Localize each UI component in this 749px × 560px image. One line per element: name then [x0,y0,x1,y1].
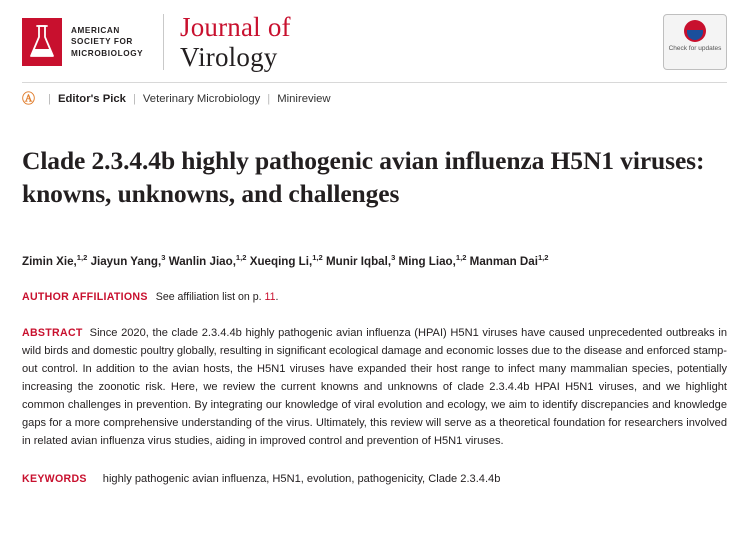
journal-title[interactable] [164,14,291,71]
breadcrumb [0,83,749,105]
open-access-icon: Ⓐ [22,91,36,106]
journal-title-line2: Virology [180,41,278,72]
breadcrumb-separator-2: | [132,92,136,105]
author-item[interactable]: Ming Liao,$^{1,2}$ [398,253,467,269]
breadcrumb-item-editors-pick[interactable]: Editor's Pick [57,92,126,105]
author-item[interactable]: Manman Dai$^{1,2}$ [469,253,549,269]
masthead [0,0,749,82]
keywords-label: KEYWORDS [22,472,87,485]
abstract-text: Since 2020, the clade 2.3.4.4b highly pathogenic avian influenza (HPAI) H5N1 viruses have caused unprecedented outbreaks in wild birds and domestic poultry globally, resulting in significant ecological damage and economic losses due to the disease and enforced stamp-out control. In addition to the avian hosts, the H5N1 viruses have expanded their host range to infect many mammalian species, potentially increasing the zoonotic risk. Here, we review the current knowns and unknowns of clade 2.3.4.4b HPAI H5N1 viruses, and we highlight common challenges in prevention. By integrating our knowledge of viral evolution and ecology, we aim to identify discrepancies and knowledge gaps for a more comprehensive understanding of the virus. Ultimately, this review will serve as a theoretical foundation for researchers involved in related avian influenza virus studies, aiding in improved control and prevention of H5N1 viruses. [22,327,727,448]
asm-society-name: AMERICAN SOCIETY FOR MICROBIOLOGY [71,26,144,58]
author-item[interactable]: Munir Iqbal,$^3$ [326,253,396,269]
affiliations-period: . [275,291,279,304]
author-item[interactable]: Xueqing Li,$^{1,2}$ [249,253,323,269]
check-for-updates-badge[interactable] [663,14,727,70]
author-item[interactable]: Zimin Xie,$^{1,2}$ [22,253,88,269]
asm-logo[interactable] [22,14,164,70]
check-for-updates-label: Check for updates [668,45,722,52]
abstract-label: ABSTRACT [22,327,83,340]
breadcrumb-item-veterinary-microbiology[interactable]: Veterinary Microbiology [142,92,261,105]
article-title: Clade 2.3.4.4b highly pathogenic avian influenza H5N1 viruses: knowns, unknowns, and challenges [22,146,705,208]
affiliations-label: AUTHOR AFFILIATIONS [22,291,148,304]
journal-title-line1: Journal of [180,12,291,42]
affiliations-text: See affiliation list on p. [155,291,262,304]
asm-flask-icon [22,18,62,66]
breadcrumb-item-minireview[interactable]: Minireview [277,92,331,105]
breadcrumb-separator-1: | [48,92,51,105]
affiliations-page-link[interactable]: 11 [264,291,276,304]
author-item[interactable]: Jiayun Yang,$^3$ [90,253,166,269]
breadcrumb-separator-3: | [267,92,271,105]
keywords-text: highly pathogenic avian influenza, H5N1, evolution, pathogenicity, Clade 2.3.4.4b [102,472,501,485]
crossmark-icon [684,20,706,42]
author-list [0,227,749,271]
author-affiliations [0,271,749,303]
abstract-section [0,303,749,451]
keywords-section [0,451,749,488]
author-item[interactable]: Wanlin Jiao,$^{1,2}$ [168,253,247,269]
